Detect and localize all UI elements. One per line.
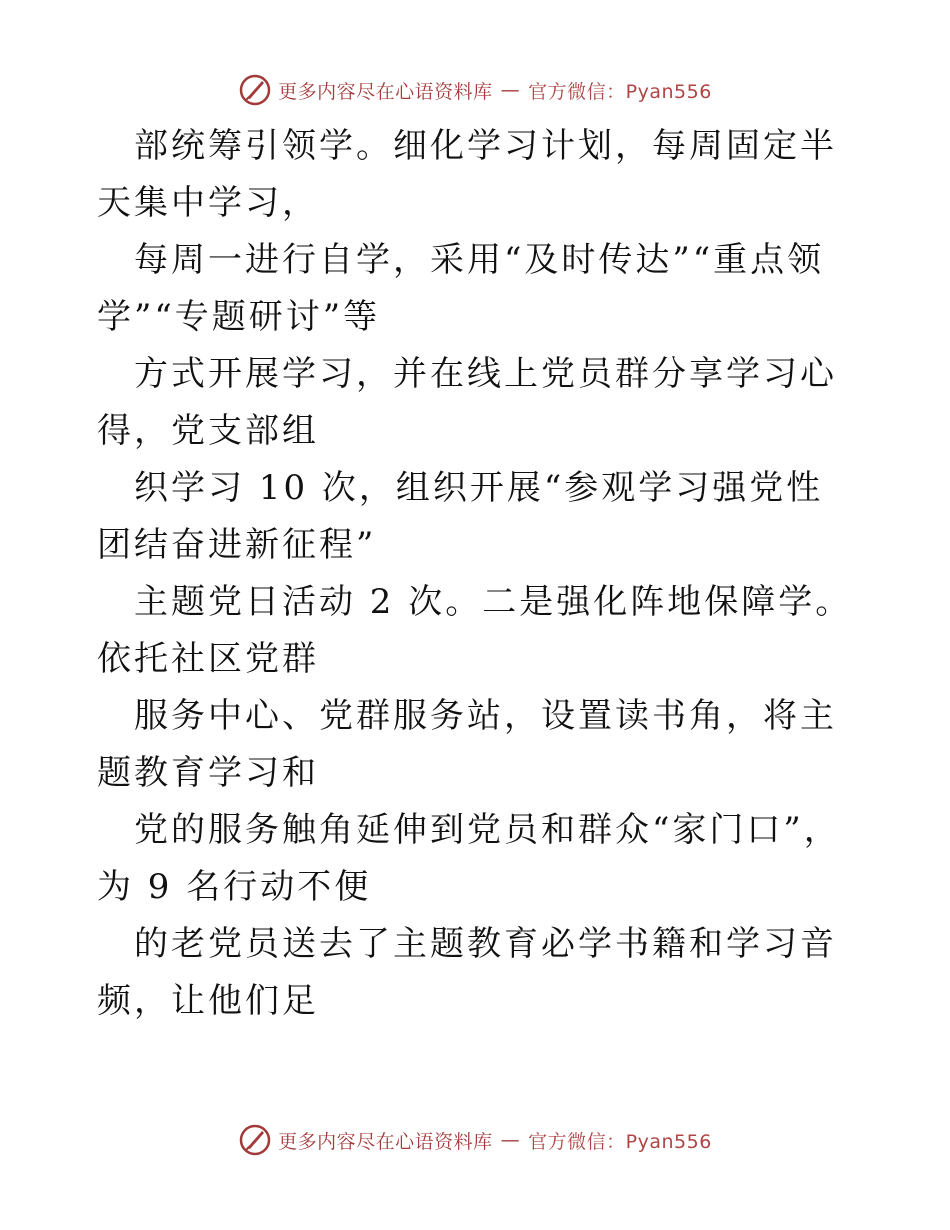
paragraph: 每周一进行自学，采用“及时传达”“重点领学”“专题研讨”等	[97, 240, 825, 337]
paragraph: 党的服务触角延伸到党员和群众“家门口”，为 9 名行动不便	[97, 810, 841, 907]
banner-text: 更多内容尽在心语资料库	[278, 80, 493, 103]
paragraph: 织学习 10 次，组织开展“参观学习强党性团结奋进新征程”	[97, 468, 824, 565]
banner-wechat: 官方微信：Pyan556	[528, 80, 712, 103]
document-body	[97, 118, 857, 1030]
quill-logo-icon	[238, 73, 272, 107]
banner-separator: —	[500, 1129, 521, 1151]
banner-content	[238, 73, 712, 107]
paragraph: 方式开展学习，并在线上党员群分享学习心得，党支部组	[97, 354, 837, 451]
paragraph: 的老党员送去了主题教育必学书籍和学习音频，让他们足	[97, 924, 837, 1021]
banner-separator: —	[500, 79, 521, 101]
quill-logo-icon	[238, 1123, 272, 1157]
banner-text: 更多内容尽在心语资料库	[278, 1130, 493, 1153]
paragraph: 部统筹引领学。细化学习计划，每周固定半天集中学习，	[97, 126, 837, 223]
header-banner	[0, 70, 950, 110]
paragraph: 服务中心、党群服务站，设置读书角，将主题教育学习和	[97, 696, 837, 793]
paragraph: 主题党日活动 2 次。二是强化阵地保障学。依托社区党群	[97, 582, 853, 679]
banner-wechat: 官方微信：Pyan556	[528, 1130, 712, 1153]
footer-banner	[0, 1120, 950, 1160]
banner-content	[238, 1123, 712, 1157]
